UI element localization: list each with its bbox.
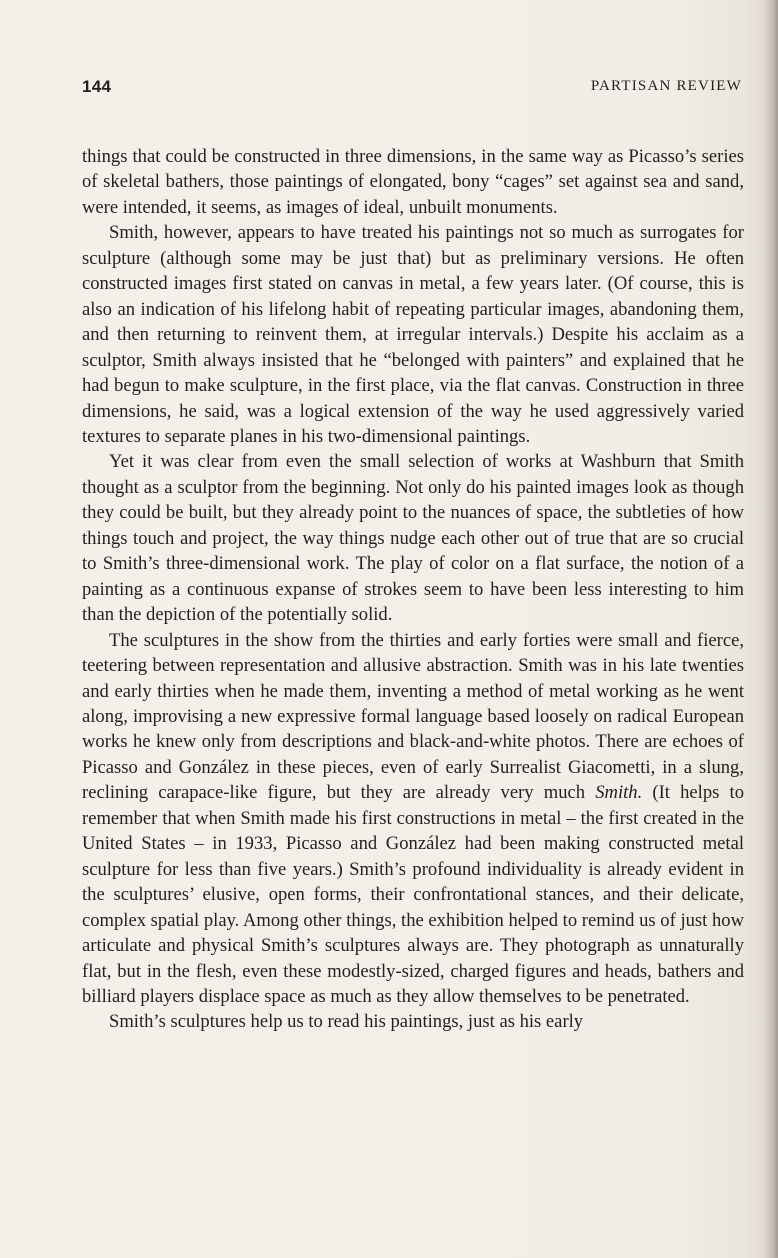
page-number: 144 — [82, 77, 112, 96]
paragraph-4-part-1: The sculptures in the show from the thirties and early forties were small and fierce, teetering between representation and allusive abstraction. Smith was in his late twenties and early thirties when he made them, inventing a method of metal working as he went along, improvising a new expressive formal language based loosely on radical European works he knew only from descriptions and black-and-white photos. There are echoes of Picasso and González in these pieces, even of early Surrealist Giacometti, in a slung, reclining carapace-like figure, but they are already very much — [82, 629, 744, 804]
article-body — [82, 144, 744, 1035]
paragraph-4-part-2: (It helps to remember that when Smith made his first constructions in metal – the first created in the United States – in 1933, Picasso and González had been making constructed metal sculpture for less than five years.) Smith’s profound individuality is already evident in the sculptures’ elusive, open forms, their confrontational stances, and their delicate, complex spatial play. Among other things, the exhibition helped to remind us of just how articulate and physical Smith’s sculptures always are. They photograph as unnaturally flat, but in the flesh, even these modestly-sized, charged figures and heads, bathers and billiard players displace space as much as they allow themselves to be penetrated. — [82, 782, 744, 1007]
paragraph-1: things that could be constructed in three dimensions, in the same way as Picasso’s series of skeletal bathers, those paintings of elongated, bony “cages” set against sea and sand, were intended, it seems, as images of ideal, unbuilt monuments. — [82, 146, 744, 218]
paragraph-3: Yet it was clear from even the small selection of works at Washburn that Smith thought as a sculptor from the beginning. Not only do his painted images look as though they could be built, but they already point to the nuances of space, the subtleties of how things touch and project, the way things nudge each other out of true that are so crucial to Smith’s three-dimensional work. The play of color on a flat surface, the notion of a painting as a continuous expanse of strokes seem to have been less interesting to him than the depiction of the potentially solid. — [82, 451, 744, 626]
page-header — [82, 77, 742, 101]
paragraph-2: Smith, however, appears to have treated his paintings not so much as surrogates for sculpture (although some may be just that) but as preliminary versions. He often constructed images first stated on canvas in metal, a few years later. (Of course, this is also an indication of his lifelong habit of repeating particular images, abandoning them, and then returning to reinvent them, at irregular intervals.) Despite his acclaim as a sculptor, Smith always insisted that he “belonged with painters” and explained that he had begun to make sculpture, in the first place, via the flat canvas. Construction in three dimensions, he said, was a logical extension of the way he used aggressively varied textures to separate planes in his two-dimensional paintings. — [82, 222, 744, 447]
page-edge-shadow — [764, 0, 778, 1258]
paragraph-4 — [82, 628, 744, 1010]
italic-smith: Smith. — [595, 782, 643, 804]
running-head: PARTISAN REVIEW — [590, 78, 742, 94]
paragraph-5: Smith’s sculptures help us to read his paintings, just as his early — [109, 1011, 584, 1033]
